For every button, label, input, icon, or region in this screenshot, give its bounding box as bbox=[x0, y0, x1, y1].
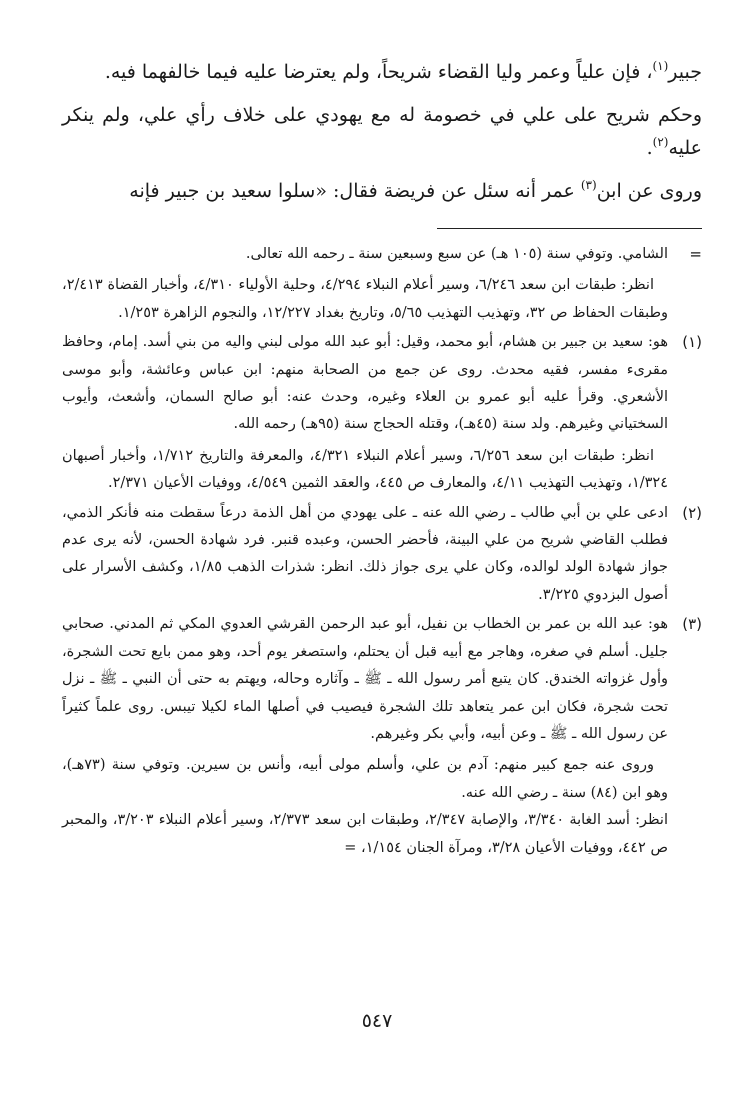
footnote-text: ادعى علي بن أبي طالب ـ رضي الله عنه ـ على يهودي من أهل الذمة درعاً سقطت منه فأنكر الذمي، فطلب القاضي شريح من علي البينة، فأحضر الحسن، وعبده قنبر. فرد شهادة الحسن، لأنه يرى عدم جواز شهادة الولد لوالده، وكان علي يرى جواز ذلك. انظر: شذرات الذهب ١/٨٥، وكشف الأسرار على أصول البزدوي ٣/٢٢٥. bbox=[62, 504, 669, 603]
footnote-1 bbox=[62, 329, 702, 497]
footnotes bbox=[62, 241, 702, 862]
footnote-marker: (١) bbox=[682, 333, 702, 352]
footnote-3 bbox=[62, 611, 702, 862]
main-paragraph-1: جبير$^{(١)}$، فإن علياً وعمر وليا القضاء شريحاً، ولم يعترضا عليه فيما خالفهما فيه. bbox=[104, 59, 702, 83]
footnote-references: انظر: أسد الغابة ٣/٣٤٠، والإصابة ٢/٣٤٧، وطبقات ابن سعد ٢/٣٧٣، وسير أعلام النبلاء ٣/٢٠٣، والمحبر ص ٤٤٢، ووفيات الأعيان ٣/٢٨، ومرآة الجنان ١/١٥٤، = bbox=[62, 812, 668, 856]
page-number: ٥٤٧ bbox=[361, 1010, 393, 1032]
footnote-ref-2[interactable]: (٢) bbox=[652, 135, 669, 149]
page-body bbox=[62, 56, 702, 864]
main-paragraph-2: وحكم شريح على علي في خصومة له مع يهودي على خلاف رأي علي، ولم ينكر عليه$^{(٢)}$. bbox=[62, 104, 702, 159]
footnote-separator bbox=[437, 228, 702, 229]
footnote-marker: (٣) bbox=[682, 615, 702, 634]
footnote-ref-3[interactable]: (٣) bbox=[580, 178, 597, 192]
footnote-2 bbox=[62, 500, 702, 610]
footnote-references: انظر: طبقات ابن سعد ٦/٢٤٦، وسير أعلام النبلاء ٤/٢٩٤، وحلية الأولياء ٤/٣١٠، وأخبار القضاة ٢/٤١٣، وطبقات الحفاظ ص ٣٢، وتهذيب التهذيب ٥/٦٥، وتاريخ بغداد ١٢/٢٢٧، والنجوم الزاهرة ١/٢٥٣. bbox=[62, 277, 668, 321]
footnote-marker: (٢) bbox=[682, 503, 702, 522]
main-paragraph-3: وروى عن ابن$^{(٣)}$ عمر أنه سئل عن فريضة فقال: «سلوا سعيد بن جبير فإنه bbox=[129, 178, 702, 202]
footnote-references: انظر: طبقات ابن سعد ٦/٢٥٦، وسير أعلام النبلاء ٤/٣٢١، والمعرفة والتاريخ ١/٧١٢، وأخبار أصبهان ١/٣٢٤، وتهذيب التهذيب ٤/١١، والمعارف ص ٤٤٥، والعقد الثمين ٤/٥٤٩، ووفيات الأعيان ٢/٣٧١. bbox=[62, 447, 668, 492]
main-text bbox=[62, 56, 702, 208]
footnote-continued bbox=[62, 241, 702, 327]
footnote-text: الشامي. وتوفي سنة (١٠٥ هـ) عن سبع وسبعين سنة ـ رحمه الله تعالى. bbox=[245, 246, 668, 262]
footnote-text: هو: سعيد بن جبير بن هشام، أبو محمد، وقيل: أبو عبد الله مولى لبني واليه من بني أسد. إمام، وحافظ مقرىء مفسر، فقيه محدث. روى عن جمع من الصحابة منهم: ابن عباس وعائشة، وأبو موسى الأشعري. وقرأ عليه أبو عمرو بن العلاء وغيره، وحدث عنه: أبو صالح السمان، وأشعث، وأيوب السختياني وغيرهم. ولد سنة (٤٥هـ)، وقتله الحجاج سنة (٩٥هـ) رحمه الله. bbox=[62, 334, 668, 433]
footnote-text: هو: عبد الله بن عمر بن الخطاب بن نفيل، أبو عبد الرحمن القرشي العدوي المكي ثم المدني. صحابي جليل. أسلم في صغره، وهاجر مع أبيه قبل أن يحتلم، واستصغر يوم أحد، وهو ممن بايع تحت الشجرة، وأول غزواته الخندق. كان يتبع أمر رسول الله ـ ﷺ ـ وآثاره وحاله، ويهتم به حتى أن النبي ـ ﷺ ـ نزل تحت شجرة، فكان ابن عمر يتعاهد تلك الشجرة فيصيب في أصلها الماء لكيلا تيبس. روى علماً كثيراً عن رسول الله ـ ﷺ ـ وعن أبيه، وأبي بكر وغيرهم. bbox=[62, 616, 668, 742]
footnote-ref-1[interactable]: (١) bbox=[652, 59, 669, 73]
footnote-narrators: وروى عنه جمع كبير منهم: آدم بن علي، وأسلم مولى أبيه، وأنس بن سيرين. وتوفي سنة (٧٣هـ)، وهو ابن (٨٤) سنة ـ رضي الله عنه. bbox=[62, 757, 668, 801]
footnote-marker: = bbox=[689, 245, 702, 263]
